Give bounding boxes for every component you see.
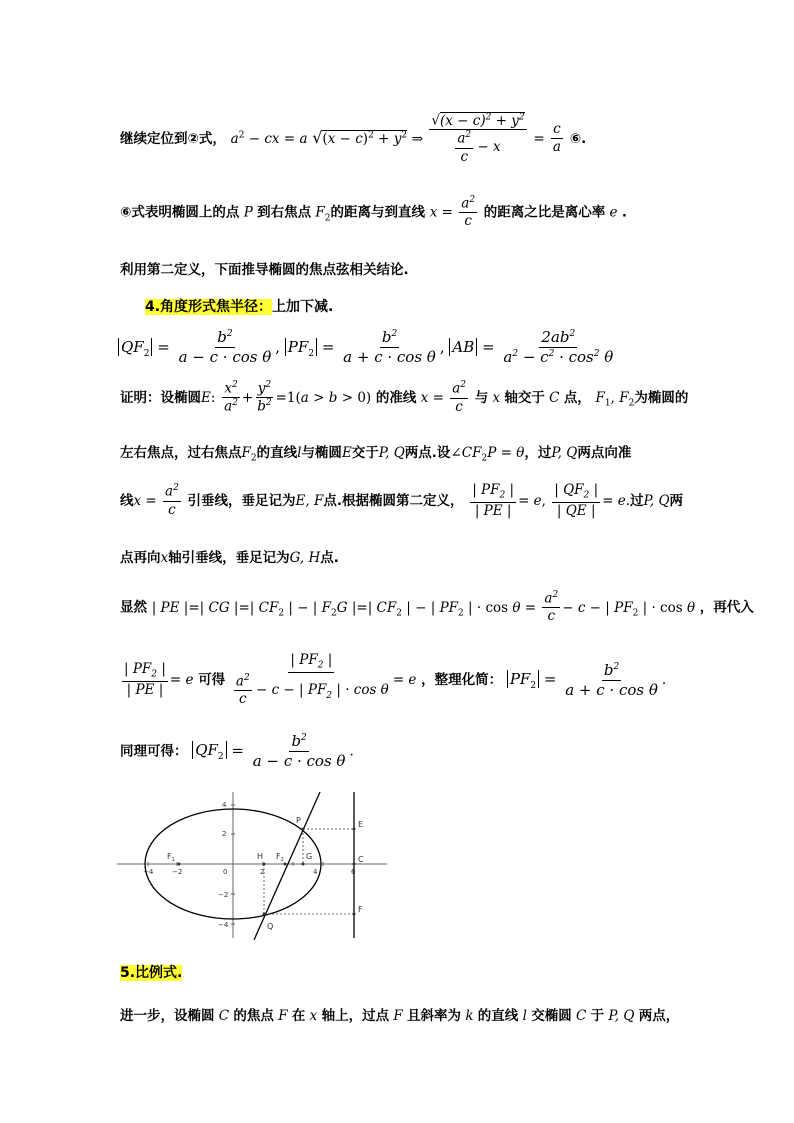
proof-line-1: 证明：设椭圆E: $\frac{x^2}{a^2}$ + $\frac{y^2}{b^2}$ =1(a > b > 0) 的准线 x = $\frac{a^2}{c}$ 与 x 轴交于 C 点， $F_1$, $F_2$为椭圆的 [120,380,689,415]
text: 利用第二定义，下面推导椭圆的焦点弦相关结论. [120,262,409,278]
text: ，整理化简： [421,672,503,689]
ellipse-figure [115,790,390,940]
point-label: F [358,905,363,914]
text: 交于 [351,445,379,461]
point-label: E [358,820,364,829]
derive-line-5: 显然 | PE |=| CG |=| $CF_2$ | − | $F_2G$ |=| $CF_2$ | − | $PF_2$ | · cos θ = $\frac{a^2}{c}$ − c − | $PF_2$ | · cos θ ，再代入 [120,590,754,625]
text: 两 [669,492,684,509]
text: 显然 [120,599,147,616]
text: ⑥式表明椭圆上的点 [120,204,240,221]
point-label: G [306,852,313,861]
y-tick: −2 [218,891,229,899]
text: 同理可得： [120,743,188,760]
text: 引垂线，垂足记为 [187,492,296,509]
text: 的准线 [375,389,417,406]
proof-line-4: 点再向x轴引垂线，垂足记为G, H点. [120,550,339,566]
text: 交椭圆 [531,1008,572,1024]
text: 到右焦点 [257,204,312,221]
y-tick: −4 [218,921,229,929]
para-second-def [120,258,409,278]
text: 过 [630,492,644,509]
text: 于 [590,1008,605,1024]
heading-highlight: 4.角度形式焦半径： [145,299,273,315]
text: 的焦点 [233,1008,274,1024]
point-label: C [358,855,364,864]
para-locate: 继续定位到②式， $a^2$ − cx = a $√(x - c)^2 + y^2$ ⇒ $√(x - c)^2 + y^2$ $\frac{a^2}{c}$ − x = $\frac{c}{a}$ ⑥. [120,112,587,165]
section-heading-5 [120,962,182,982]
point-label: $F_1$ [167,852,175,863]
text: 的直线 [477,1008,519,1024]
para-meaning: ⑥式表明椭圆上的点 P 到右焦点 $F_2$的距离与到直线 x = $\frac{a^2}{c}$ 的距离之比是离心率 e . [120,195,627,230]
text: ，过 [524,445,552,461]
point-label: P [296,816,301,825]
text: 的距离与到直线 [330,204,426,221]
x-tick: −4 [143,868,154,876]
text: 可得 [198,672,226,689]
text: 左右焦点，过右焦点 [120,445,242,461]
proof-line-3: 线x = $\frac{a^2}{c}$ 引垂线，垂足记为E, F点.根据椭圆第二定义， $\frac{| PF_2 |}{| PE |}$ = e, $\frac{| QF_2 |}{| QE |}$ = e.过P, Q两 [120,482,684,519]
heading-rest: 上加下减. [272,299,334,315]
text: 为椭圆的 [634,389,689,406]
text: ，再代入 [699,599,754,616]
text: 轴交于 [504,389,545,406]
equation-mark: ⑥. [569,130,587,147]
section-heading-4 [145,296,333,316]
text: 与 [474,389,489,406]
y-tick: 4 [222,801,227,809]
text: 证明：设椭圆 [120,389,201,406]
text: 点再向 [120,550,161,566]
text: 线 [120,492,134,509]
x-tick: −2 [172,868,183,876]
text: . [621,204,627,221]
derive-line-7: 同理可得： $QF_2$ = $\frac{b^2}{\text{a − c · cos θ}}$ . [120,732,354,770]
y-tick: 2 [222,830,227,838]
text: 点. [320,550,339,566]
para-ratio: 进一步，设椭圆 C 的焦点 F 在 x 轴上，过点 F 且斜率为 k 的直线 l 交椭圆 C 于 P, Q 两点， [120,1008,680,1024]
point-label: Q [267,922,274,931]
proof-line-2: 左右焦点，过右焦点$F_2$的直线l与椭圆E交于P, Q两点.设$\angle CF_2P = \theta$，过P, Q两点向准 [120,445,632,464]
x-tick: 2 [260,868,265,876]
text: 两点向准 [577,445,632,461]
x-tick: 4 [313,868,318,876]
text: 两点， [638,1008,680,1024]
heading-highlight: 5.比例式. [120,965,183,981]
text: 且斜率为 [407,1008,462,1024]
text: 的直线 [256,445,298,461]
text: 继续定位到②式， [120,130,226,147]
text: 轴上，过点 [321,1008,390,1024]
text: 两点.设 [404,445,451,461]
text: 轴引垂线，垂足记为 [168,550,290,566]
text: 点， [563,389,591,406]
text: 在 [291,1008,306,1024]
text: 与椭圆 [301,445,342,461]
text: 进一步，设椭圆 [120,1008,215,1024]
point-label: H [257,852,264,861]
x-tick: 0 [223,868,228,876]
text: 点.根据椭圆第二定义， [323,492,464,509]
point-label: $F_2$ [276,852,284,863]
text: 的距离之比是离心率 [483,204,606,221]
derive-line-6: $\frac{| PF_2 |}{| PE |}$ = e 可得 | $PF_2$ | $\frac{a^2}{c}$ − c − | $PF_2$ | · cos θ = e ，整理化简： $PF_2$ = $\frac{b^2}{\text{a + c · cos θ}}$ . [124,652,667,708]
focal-radius-formulas: $QF_2$ = $\frac{b^2}{\text{a − c · cos θ}}$ , $PF_2$ = $\frac{b^2}{\text{a + c · cos θ}}$ , AB = $\frac{2ab^2}{a^2 - c^2 \cdot \cos^2 \theta}$ [118,328,617,367]
x-tick: 6 [351,868,356,876]
